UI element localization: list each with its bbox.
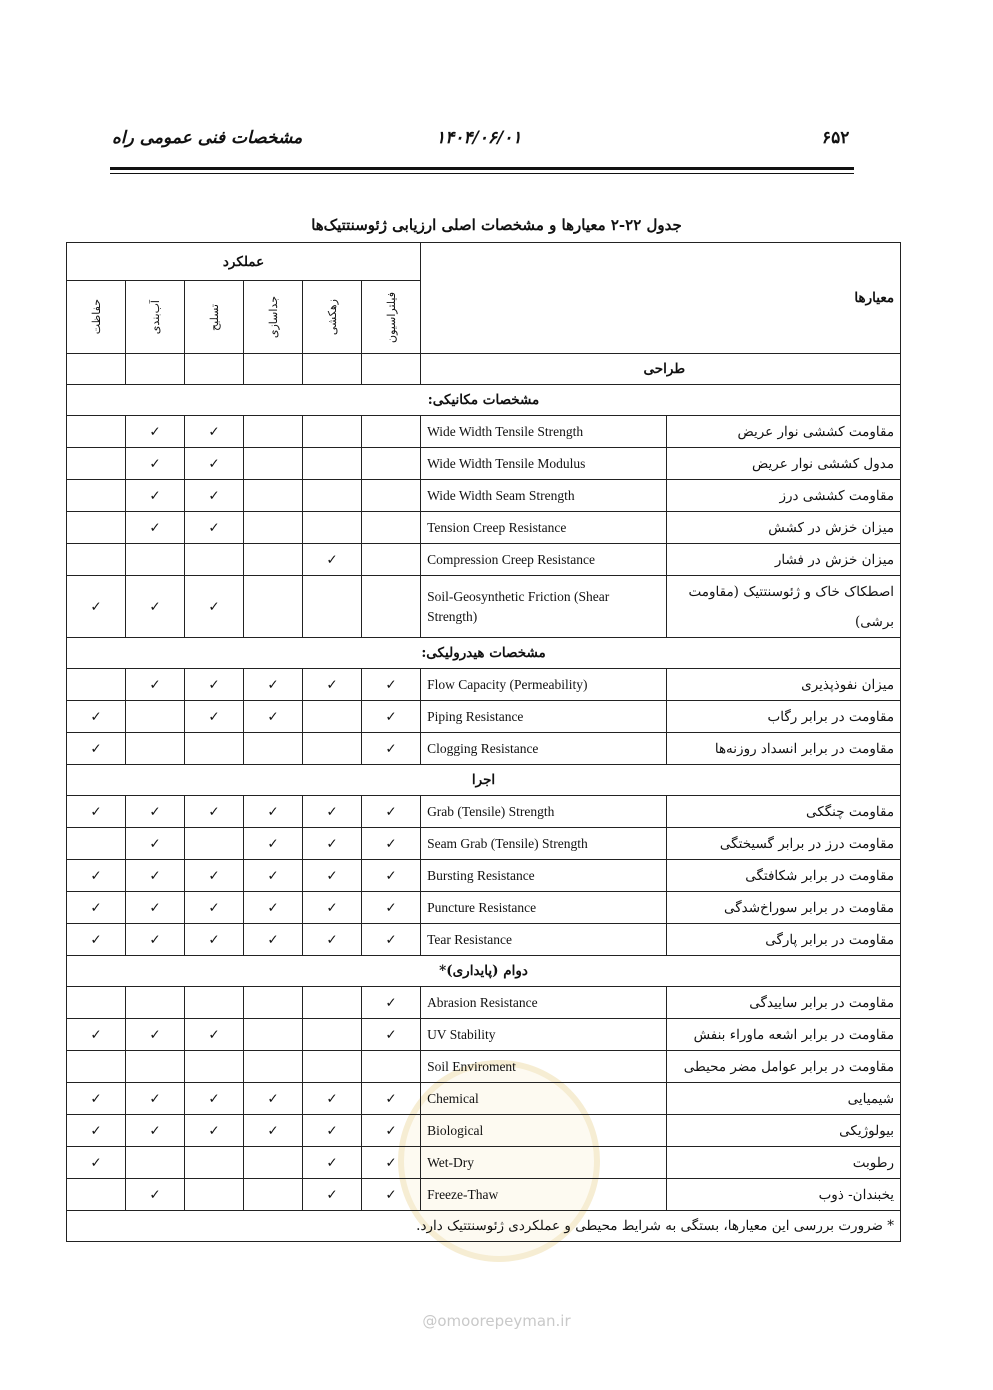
check-cell [303,1051,362,1083]
criterion-english: Seam Grab (Tensile) Strength [421,828,667,860]
check-cell [126,1051,185,1083]
check-cell [303,512,362,544]
check-cell: ✓ [126,416,185,448]
function-header-label: فیلتراسیون [384,291,398,343]
empty-cell [303,354,362,385]
check-cell: ✓ [362,1019,421,1051]
check-cell: ✓ [67,733,126,765]
check-cell [362,1051,421,1083]
criterion-english: Soil Enviroment [421,1051,667,1083]
check-cell: ✓ [362,924,421,956]
check-cell: ✓ [67,1115,126,1147]
section-heading: دوام (پایداری)* [67,956,901,987]
check-cell: ✓ [126,892,185,924]
check-cell: ✓ [126,860,185,892]
check-cell [244,1179,303,1211]
check-cell: ✓ [303,924,362,956]
function-header-label: آب‌بندی [148,299,162,335]
criterion-persian: مقاومت در برابر سوراخ‌شدگی [667,892,901,924]
table-footnote: * ضرورت بررسی این معیارها، بستگی به شرایط محیطی و عملکردی ژئوسنتتیک دارد. [67,1211,901,1242]
criterion-persian: مقاومت درز در برابر گسیختگی [667,828,901,860]
check-cell: ✓ [303,669,362,701]
criterion-english: Clogging Resistance [421,733,667,765]
empty-cell [67,354,126,385]
check-cell: ✓ [67,1019,126,1051]
check-cell [244,448,303,480]
criterion-english: Chemical [421,1083,667,1115]
function-header [303,281,362,354]
criterion-persian: رطوبت [667,1147,901,1179]
check-cell: ✓ [244,860,303,892]
check-cell: ✓ [185,796,244,828]
function-header [126,281,185,354]
check-cell [67,828,126,860]
check-cell: ✓ [185,416,244,448]
check-cell [362,480,421,512]
check-cell [303,480,362,512]
check-cell [185,987,244,1019]
check-cell: ✓ [244,669,303,701]
check-cell: ✓ [185,924,244,956]
check-cell: ✓ [185,701,244,733]
page-number: ۶۵۲ [822,128,850,148]
check-cell: ✓ [244,796,303,828]
criterion-persian: مقاومت در برابر رگاب [667,701,901,733]
check-cell: ✓ [126,1179,185,1211]
check-cell [244,512,303,544]
check-cell [67,544,126,576]
check-cell: ✓ [244,892,303,924]
check-cell [126,1147,185,1179]
check-cell: ✓ [185,669,244,701]
check-cell: ✓ [185,892,244,924]
check-cell: ✓ [303,1147,362,1179]
check-cell: ✓ [303,892,362,924]
check-cell [244,733,303,765]
check-cell: ✓ [126,480,185,512]
criterion-persian: مقاومت چنگکی [667,796,901,828]
check-cell [362,576,421,638]
check-cell: ✓ [185,1019,244,1051]
check-cell: ✓ [126,448,185,480]
criterion-english: Wide Width Tensile Modulus [421,448,667,480]
check-cell: ✓ [67,860,126,892]
check-cell: ✓ [67,924,126,956]
watermark-url: @omoorepeyman.ir [422,1312,571,1330]
function-header [185,281,244,354]
check-cell [244,987,303,1019]
check-cell: ✓ [185,1083,244,1115]
check-cell: ✓ [126,924,185,956]
function-header-label: جداسازی [266,295,280,339]
check-cell: ✓ [185,448,244,480]
check-cell [244,1147,303,1179]
check-cell: ✓ [126,576,185,638]
check-cell [126,544,185,576]
check-cell [244,1051,303,1083]
check-cell: ✓ [303,1115,362,1147]
check-cell [303,1019,362,1051]
check-cell: ✓ [303,544,362,576]
check-cell [303,701,362,733]
check-cell [67,669,126,701]
criterion-persian: مدول کششی نوار عریض [667,448,901,480]
check-cell [67,448,126,480]
check-cell [67,480,126,512]
check-cell: ✓ [303,796,362,828]
empty-cell [185,354,244,385]
criterion-english: Wet-Dry [421,1147,667,1179]
check-cell [362,416,421,448]
check-cell [126,733,185,765]
check-cell: ✓ [185,512,244,544]
check-cell [185,1147,244,1179]
check-cell: ✓ [362,1115,421,1147]
check-cell [67,416,126,448]
criterion-persian: شیمیایی [667,1083,901,1115]
section-heading: اجرا [67,765,901,796]
check-cell: ✓ [362,860,421,892]
criterion-persian: مقاومت در برابر انسداد روزنه‌ها [667,733,901,765]
check-cell [303,576,362,638]
check-cell: ✓ [67,576,126,638]
check-cell [67,1051,126,1083]
check-cell [244,1019,303,1051]
check-cell: ✓ [126,828,185,860]
check-cell: ✓ [362,1147,421,1179]
check-cell [67,512,126,544]
check-cell [362,448,421,480]
check-cell [185,733,244,765]
check-cell [303,448,362,480]
criterion-english: Wide Width Seam Strength [421,480,667,512]
criterion-persian: میزان خزش در فشار [667,544,901,576]
check-cell [67,987,126,1019]
empty-cell [244,354,303,385]
criterion-persian: مقاومت در برابر عوامل مضر محیطی [667,1051,901,1083]
check-cell: ✓ [303,1179,362,1211]
check-cell [185,1179,244,1211]
check-cell: ✓ [244,1115,303,1147]
check-cell: ✓ [126,512,185,544]
check-cell: ✓ [67,1147,126,1179]
check-cell: ✓ [185,860,244,892]
function-header-label: حفاظت [89,299,103,335]
check-cell: ✓ [362,828,421,860]
check-cell: ✓ [362,669,421,701]
check-cell [303,733,362,765]
function-header-label: زهکشی [325,298,339,336]
criterion-english: Soil-Geosynthetic Friction (Shear Strength) [421,576,667,638]
check-cell [244,544,303,576]
check-cell: ✓ [67,796,126,828]
check-cell: ✓ [126,1019,185,1051]
check-cell: ✓ [362,987,421,1019]
function-header [244,281,303,354]
check-cell: ✓ [185,576,244,638]
check-cell [126,987,185,1019]
table-caption: جدول ۲۲-۲ معیارها و مشخصات اصلی ارزیابی ژئوسنتتیک‌ها [311,216,682,234]
criterion-english: Abrasion Resistance [421,987,667,1019]
check-cell [67,1179,126,1211]
check-cell: ✓ [67,1083,126,1115]
header-date: ۱۴۰۴/۰۶/۰۱ [436,128,522,148]
empty-cell [362,354,421,385]
criterion-persian: مقاومت در برابر ساییدگی [667,987,901,1019]
criterion-persian: میزان خزش در کشش [667,512,901,544]
check-cell: ✓ [303,828,362,860]
check-cell: ✓ [244,1083,303,1115]
group-heading: مشخصات هیدرولیکی: [67,638,901,669]
criterion-persian: میزان نفوذپذیری [667,669,901,701]
check-cell: ✓ [126,669,185,701]
function-header [67,281,126,354]
check-cell [244,416,303,448]
book-title: مشخصات فنی عمومی راه [112,128,303,148]
check-cell: ✓ [362,892,421,924]
group-heading: مشخصات مکانیکی: [67,385,901,416]
criterion-english: Freeze-Thaw [421,1179,667,1211]
check-cell: ✓ [303,860,362,892]
check-cell [244,576,303,638]
section-heading: طراحی [421,354,901,385]
check-cell: ✓ [362,1083,421,1115]
criterion-english: Piping Resistance [421,701,667,733]
criterion-english: UV Stability [421,1019,667,1051]
criterion-english: Bursting Resistance [421,860,667,892]
criterion-persian: بیولوژیکی [667,1115,901,1147]
check-cell [303,987,362,1019]
criterion-english: Compression Creep Resistance [421,544,667,576]
criterion-persian: مقاومت در برابر پارگی [667,924,901,956]
header-rule-thick [110,167,854,170]
criterion-persian: مقاومت کششی درز [667,480,901,512]
check-cell [126,701,185,733]
empty-cell [126,354,185,385]
header-rule-thin [110,173,854,174]
check-cell: ✓ [185,1115,244,1147]
check-cell: ✓ [244,924,303,956]
check-cell [362,512,421,544]
criterion-persian: مقاومت در برابر اشعه ماوراء بنفش [667,1019,901,1051]
function-header-label: تسلیح [207,303,221,331]
check-cell: ✓ [126,1115,185,1147]
criterion-english: Grab (Tensile) Strength [421,796,667,828]
check-cell: ✓ [185,480,244,512]
performance-header: عملکرد [67,243,421,281]
check-cell [362,544,421,576]
check-cell [185,828,244,860]
check-cell: ✓ [362,796,421,828]
check-cell [185,1051,244,1083]
criterion-english: Biological [421,1115,667,1147]
criteria-table [66,242,901,1242]
check-cell: ✓ [67,892,126,924]
function-header [362,281,421,354]
check-cell: ✓ [126,796,185,828]
check-cell: ✓ [303,1083,362,1115]
criterion-english: Flow Capacity (Permeability) [421,669,667,701]
check-cell [185,544,244,576]
check-cell: ✓ [362,1179,421,1211]
criterion-persian: مقاومت کششی نوار عریض [667,416,901,448]
check-cell [244,480,303,512]
check-cell: ✓ [362,733,421,765]
criterion-english: Tension Creep Resistance [421,512,667,544]
check-cell: ✓ [362,701,421,733]
criterion-persian: اصطکاک خاک و ژئوسنتتیک (مقاومت برشی) [667,576,901,638]
criterion-english: Puncture Resistance [421,892,667,924]
criteria-header: معیارها [421,243,901,354]
check-cell: ✓ [244,701,303,733]
check-cell: ✓ [244,828,303,860]
check-cell: ✓ [126,1083,185,1115]
criterion-english: Tear Resistance [421,924,667,956]
criterion-english: Wide Width Tensile Strength [421,416,667,448]
criterion-persian: مقاومت در برابر شکافتگی [667,860,901,892]
criterion-persian: یخبندان- ذوب [667,1179,901,1211]
check-cell: ✓ [67,701,126,733]
check-cell [303,416,362,448]
